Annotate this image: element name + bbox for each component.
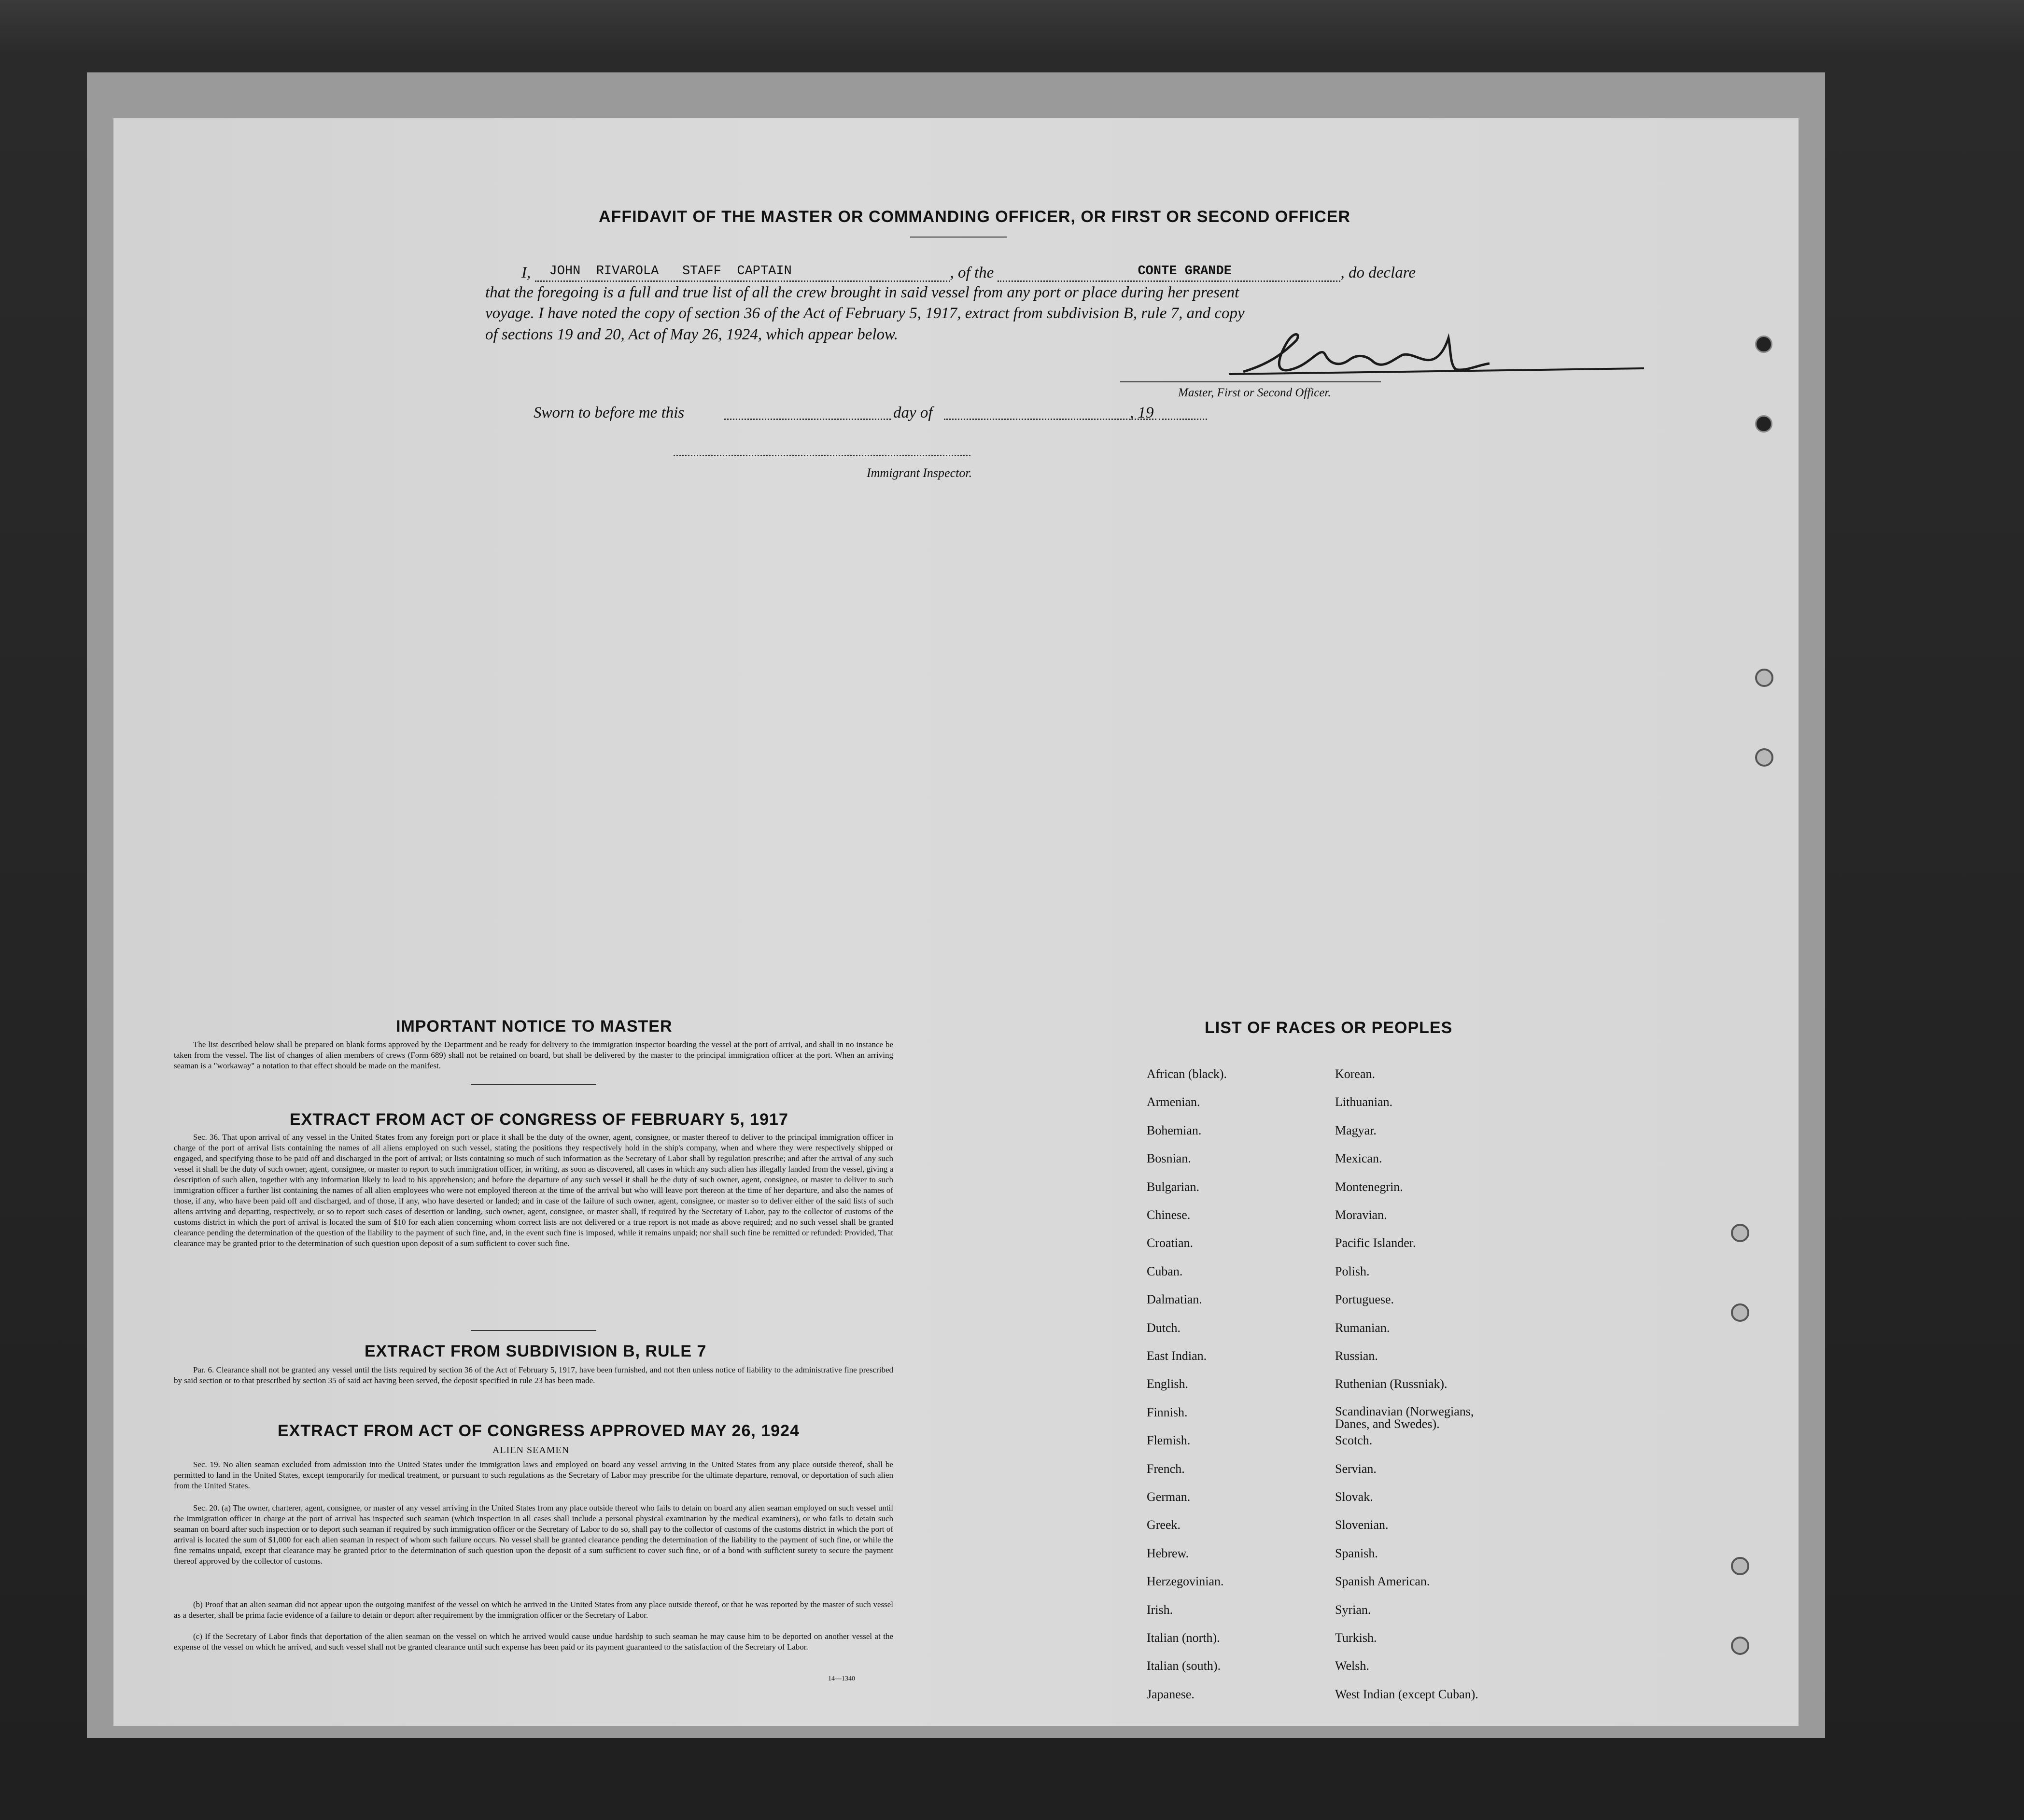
rule7-text: Par. 6. Clearance shall not be granted any vessel until the lists required by section 36 of the Act of February 5, 1917, have been furnished, and not then unless notice of liability to the administrative fine prescribed by said section or to that prescribed by section 35 of said act having been served, the deposit specified in rule 23 has been made. (174, 1365, 893, 1385)
year-label: , 19 (1130, 404, 1154, 421)
signature-caption: Master, First or Second Officer. (1178, 386, 1331, 399)
act1924-sec19: Sec. 19. No alien seaman excluded from admission into the United States under the immigration laws and employed on board any vessel arriving in the United States from any place outside thereof, shall be permitted to land in the United States, except temporarily for medical treatment, or pursuant to such regulations as the Secretary of Labor may prescribe for the ultimate departure, removal, or deportation of such alien from the United States. (174, 1460, 893, 1490)
race-entry: Spanish American. (1335, 1574, 1430, 1589)
race-entry: Scotch. (1335, 1433, 1373, 1448)
do-declare-label: , do declare (1340, 264, 1416, 281)
race-entry: Lithuanian. (1335, 1095, 1393, 1109)
race-entry: Slovenian. (1335, 1518, 1389, 1532)
act1917-title: EXTRACT FROM ACT OF CONGRESS OF FEBRUARY 5, 1917 (290, 1110, 788, 1129)
race-entry: Polish. (1335, 1264, 1370, 1278)
race-entry: Pacific Islander. (1335, 1236, 1416, 1250)
affidavit-line3: voyage. I have noted the copy of section 36 of the Act of February 5, 1917, extract from subdivision B, rule 7, and copy (485, 305, 1245, 322)
race-entry: Cuban. (1147, 1264, 1183, 1278)
affidavit-line4: of sections 19 and 20, Act of May 26, 1924, which appear below. (485, 326, 898, 343)
of-the-label: , of the (950, 264, 994, 281)
affidavit-line1 (521, 263, 1540, 282)
races-title: LIST OF RACES OR PEOPLES (1205, 1019, 1453, 1037)
race-entry: Servian. (1335, 1461, 1377, 1476)
race-entry: Scandinavian (Norwegians, Danes, and Swedes). (1335, 1404, 1474, 1431)
race-entry: Spanish. (1335, 1546, 1378, 1560)
race-entry: Dutch. (1147, 1320, 1181, 1335)
race-entry: Italian (south). (1147, 1659, 1221, 1673)
binder-hole (1731, 1303, 1749, 1322)
race-entry: East Indian. (1147, 1349, 1207, 1363)
act1924-sec20a: Sec. 20. (a) The owner, charterer, agent, consignee, or master of any vessel arriving in the United States from any place outside thereof who fails to detain on board any alien seaman employed on such vessel until the immigration officer in charge at the port of arrival has inspected such seaman (which inspection in all cases shall include a personal physical examination by the medical examiners), or who fails to detain such seaman on board after such inspection or to deport such seaman if required by such immigration officer or the Secretary of Labor to do so, shall pay to the collector of customs of the customs district in which the port of arrival is located the sum of $1,000 for each alien seaman in respect of whom such failure occurs. No vessel shall be granted clearance pending the determination of the liability to the payment of such fine, or while the fine remains unpaid, except that clearance may be granted prior to the determination of such question upon the deposit of a sum sufficient to cover such fine, or of a bond with sufficient surety to secure the payment thereof approved by the collector of customs. (174, 1503, 893, 1566)
race-entry: Moravian. (1335, 1208, 1387, 1222)
sworn-year-field (1159, 419, 1207, 420)
race-entry: Mexican. (1335, 1151, 1382, 1166)
binder-hole (1755, 669, 1773, 687)
race-entry: Armenian. (1147, 1095, 1200, 1109)
race-entry: Bohemian. (1147, 1123, 1202, 1137)
master-name-value: JOHN RIVAROLA STAFF CAPTAIN (549, 264, 792, 279)
race-entry: Japanese. (1147, 1687, 1195, 1701)
race-entry: West Indian (except Cuban). (1335, 1687, 1478, 1701)
affidavit-line2: that the foregoing is a full and true list of all the crew brought in said vessel from any port or place during her present (485, 284, 1239, 301)
binder-hole (1731, 1637, 1749, 1655)
sworn-label: Sworn to before me this (534, 404, 685, 421)
affidavit-title-rule (910, 237, 1007, 238)
binder-hole (1731, 1224, 1749, 1242)
race-entry: Irish. (1147, 1602, 1173, 1617)
binder-hole (1755, 415, 1772, 433)
notice-text: The list described below shall be prepared on blank forms approved by the Department and be ready for delivery to the immigration inspector boarding the vessel at the port of arrival, and shall in no instance be taken from the vessel. The list of changes of alien members of crews (Form 689) shall not be retained on board, but shall be delivered by the master to the principal immigration officer at the port. When an arriving seaman is a "workaway" a notation to that effect should be made on the manifest. (174, 1040, 893, 1070)
affidavit-title: AFFIDAVIT OF THE MASTER OR COMMANDING OFFICER, OR FIRST OR SECOND OFFICER (599, 208, 1350, 226)
inspector-signature-field (674, 455, 970, 456)
race-entry: French. (1147, 1461, 1185, 1476)
race-entry: Slovak. (1335, 1490, 1373, 1504)
race-entry: African (black). (1147, 1067, 1227, 1081)
notice-title: IMPORTANT NOTICE TO MASTER (396, 1017, 673, 1036)
master-signature (1229, 326, 1663, 389)
vessel-name-value: CONTE GRANDE (1138, 264, 1232, 279)
race-entry: Finnish. (1147, 1405, 1188, 1419)
act1924-sec20b: (b) Proof that an alien seaman did not appear upon the outgoing manifest of the vessel on which he arrived in the United States from any place outside thereof, or that he was reported by the master of such vessel as a deserter, shall be prima facie evidence of a failure to detain or deport after requirement by the immigration officer or the Secretary of Labor. (174, 1600, 893, 1620)
race-entry: Russian. (1335, 1349, 1378, 1363)
race-entry: Greek. (1147, 1518, 1181, 1532)
race-entry: Welsh. (1335, 1659, 1369, 1673)
sworn-month-field (944, 419, 1156, 420)
race-entry: Croatian. (1147, 1236, 1194, 1250)
race-entry: Montenegrin. (1335, 1179, 1403, 1194)
race-entry: Chinese. (1147, 1208, 1191, 1222)
day-of-label: day of (893, 404, 933, 421)
race-entry: German. (1147, 1490, 1191, 1504)
race-entry: Turkish. (1335, 1631, 1377, 1645)
act1917-rule (471, 1330, 596, 1331)
race-entry: Flemish. (1147, 1433, 1191, 1448)
race-entry: Herzegovinian. (1147, 1574, 1224, 1589)
race-entry: Italian (north). (1147, 1631, 1220, 1645)
act1924-subtitle: ALIEN SEAMEN (492, 1445, 570, 1456)
binder-hole (1755, 336, 1772, 353)
i-label: I, (521, 264, 531, 281)
race-entry: Bosnian. (1147, 1151, 1191, 1166)
document-page (113, 118, 1799, 1726)
act1924-title: EXTRACT FROM ACT OF CONGRESS APPROVED MAY 26, 1924 (278, 1422, 800, 1440)
race-entry: Portuguese. (1335, 1292, 1394, 1307)
signature-line (1120, 381, 1381, 382)
race-entry: Korean. (1335, 1067, 1376, 1081)
sworn-date-field (724, 419, 891, 420)
race-entry: Rumanian. (1335, 1320, 1390, 1335)
binder-hole (1755, 748, 1773, 767)
act1924-sec20c: (c) If the Secretary of Labor finds that deportation of the alien seaman on the vessel on which he arrived would cause undue hardship to such seaman he may cause him to be deported on another vessel at the expense of the vessel on which he arrived, and such vessel shall not be granted clearance until such expense has been paid or its payment guaranteed to the satisfaction of the Secretary of Labor. (174, 1632, 893, 1652)
form-number: 14—1340 (828, 1675, 855, 1682)
race-entry: Syrian. (1335, 1602, 1371, 1617)
vessel-name-field (998, 263, 1340, 282)
inspector-caption: Immigrant Inspector. (867, 466, 972, 480)
race-entry: Ruthenian (Russniak). (1335, 1377, 1448, 1391)
binder-hole (1731, 1557, 1749, 1575)
race-entry: Magyar. (1335, 1123, 1377, 1137)
notice-rule (471, 1084, 596, 1085)
act1917-text: Sec. 36. That upon arrival of any vessel in the United States from any foreign port or place it shall be the duty of the owner, agent, consignee, or master thereof to deliver to the principal immigration officer in charge of the port of arrival lists containing the names of all aliens employed on such vessel, stating the positions they respectively hold in the ship's company, when and where they were respectively shipped or engaged, and specifying those to be paid off and discharged in the port of arrival; or lists containing so much of such information as the Secretary of Labor shall by regulation prescribe; and after the arrival of any such vessel it shall be the duty of such owner, agent, consignee, or master to report to such immigration officer, in writing, as soon as discovered, all cases in which any such alien has illegally landed from the vessel, giving a description of such alien, together with any information likely to lead to his apprehension; and before the departure of any such vessel it shall be the duty of such owner, agent, consignee, or master to deliver to such immigration officer a further list containing the names of all alien employees who were not employed thereon at the time of the arrival but who will leave port thereon at the time of her departure, and also the names of those, if any, who have been paid off and discharged, and of those, if any, who have deserted or landed; and in case of the failure of such owner, agent, consignee, or master so to deliver either of the said lists of such aliens arriving and departing, respectively, or so to report such cases of desertion or landing, such owner, agent, consignee, or master shall, if required by the Secretary of Labor, pay to the collector of customs of the customs district in which the port of arrival is located the sum of $10 for each alien concerning whom correct lists are not delivered or a true report is not made as above required; and no such vessel shall be granted clearance pending the determination of the question of the liability to the payment of such fine, and, in the event such fine is imposed, while it remains unpaid; nor shall such fine be remitted or refunded: Provided, That clearance may be granted prior to the determination of such question upon deposit of a sum sufficient to cover such fine. (174, 1133, 893, 1248)
master-name-field (535, 263, 950, 282)
race-entry: English. (1147, 1377, 1188, 1391)
race-entry: Hebrew. (1147, 1546, 1189, 1560)
race-entry: Bulgarian. (1147, 1179, 1200, 1194)
race-entry: Dalmatian. (1147, 1292, 1202, 1307)
rule7-title: EXTRACT FROM SUBDIVISION B, RULE 7 (365, 1342, 707, 1360)
